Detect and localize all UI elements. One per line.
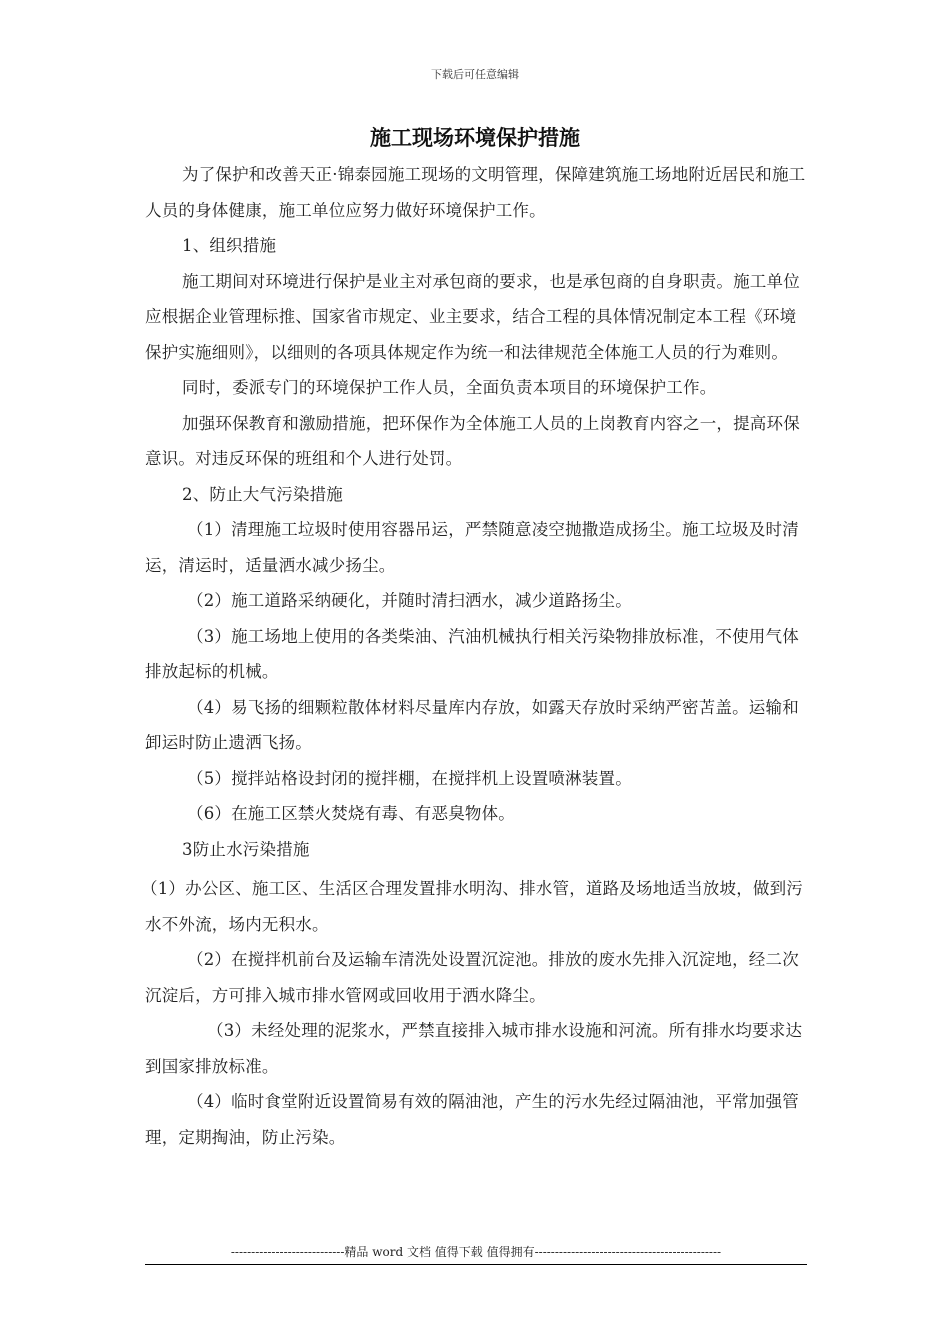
list-item-air-1: （1）清理施工垃圾时使用容器吊运，严禁随意凌空抛撒造成扬尘。施工垃圾及时清运，清运时，适量洒水减少扬尘。 xyxy=(145,520,799,575)
paragraph-organization: 施工期间对环境进行保护是业主对承包商的要求，也是承包商的自身职责。施工单位应根据企业管理标推、国家省市规定、业主要求，结合工程的具体情况制定本工程《环境保护实施细则》，以细则的各项具体规定作为统一和法律规范全体施工人员的行为难则。 xyxy=(145,271,800,362)
document-title: 施工现场环境保护措施 xyxy=(370,125,580,150)
section-heading-water: 3防止水污染措施 xyxy=(182,839,310,859)
list-item-water-3: （3）未经处理的泥浆水，严禁直接排入城市排水设施和河流。所有排水均要求达到国家排放标准。 xyxy=(145,1021,803,1076)
list-item-air-2: （2）施工道路采纳硬化，并随时清扫洒水，减少道路扬尘。 xyxy=(187,591,632,610)
header-note: 下载后可任意编辑 xyxy=(431,68,519,81)
list-item-water-2: （2）在搅拌机前台及运输车清洗处设置沉淀池。排放的废水先排入沉淀地，经二次沉淀后，方可排入城市排水管网或回收用于洒水降尘。 xyxy=(145,950,799,1005)
document-body xyxy=(141,157,810,1155)
section-heading-organization: 1、组织措施 xyxy=(182,236,277,255)
list-item-air-5: （5）搅拌站格设封闭的搅拌棚，在搅拌机上设置喷淋装置。 xyxy=(187,768,632,788)
paragraph-staff: 同时，委派专门的环境保护工作人员，全面负责本项目的环境保护工作。 xyxy=(182,378,717,397)
section-heading-air: 2、防止大气污染措施 xyxy=(182,484,343,504)
list-item-water-1: （1）办公区、施工区、生活区合理发置排水明沟、排水管，道路及场地适当放坡，做到污水不外流，场内无积水。 xyxy=(141,879,803,934)
list-item-air-6: （6）在施工区禁火焚烧有毒、有恶臭物体。 xyxy=(187,804,515,823)
paragraph-education: 加强环保教育和激励措施，把环保作为全体施工人员的上岗教育内容之一，提高环保意识。对违反环保的班组和个人进行处罚。 xyxy=(145,413,800,468)
list-item-water-4: （4）临时食堂附近设置简易有效的隔油池，产生的污水先经过隔油池，平常加强管理，定期掏油，防止污染。 xyxy=(145,1092,799,1147)
paragraph-intro: 为了保护和改善天正·锦泰园施工现场的文明管理，保障建筑施工场地附近居民和施工人员的身体健康，施工单位应努力做好环境保护工作。 xyxy=(145,165,806,220)
list-item-air-3: （3）施工场地上使用的各类柴油、汽油机械执行相关污染物排放标准，不使用气体排放起标的机械。 xyxy=(145,626,799,681)
footer-banner: ----------------------------精品 word 文档 值得下载 值得拥有---------------------------------------------- xyxy=(145,1243,807,1265)
list-item-air-4: （4）易飞扬的细颗粒散体材料尽量库内存放，如露天存放时采纳严密苫盖。运输和卸运时防止遗洒飞扬。 xyxy=(145,697,799,752)
